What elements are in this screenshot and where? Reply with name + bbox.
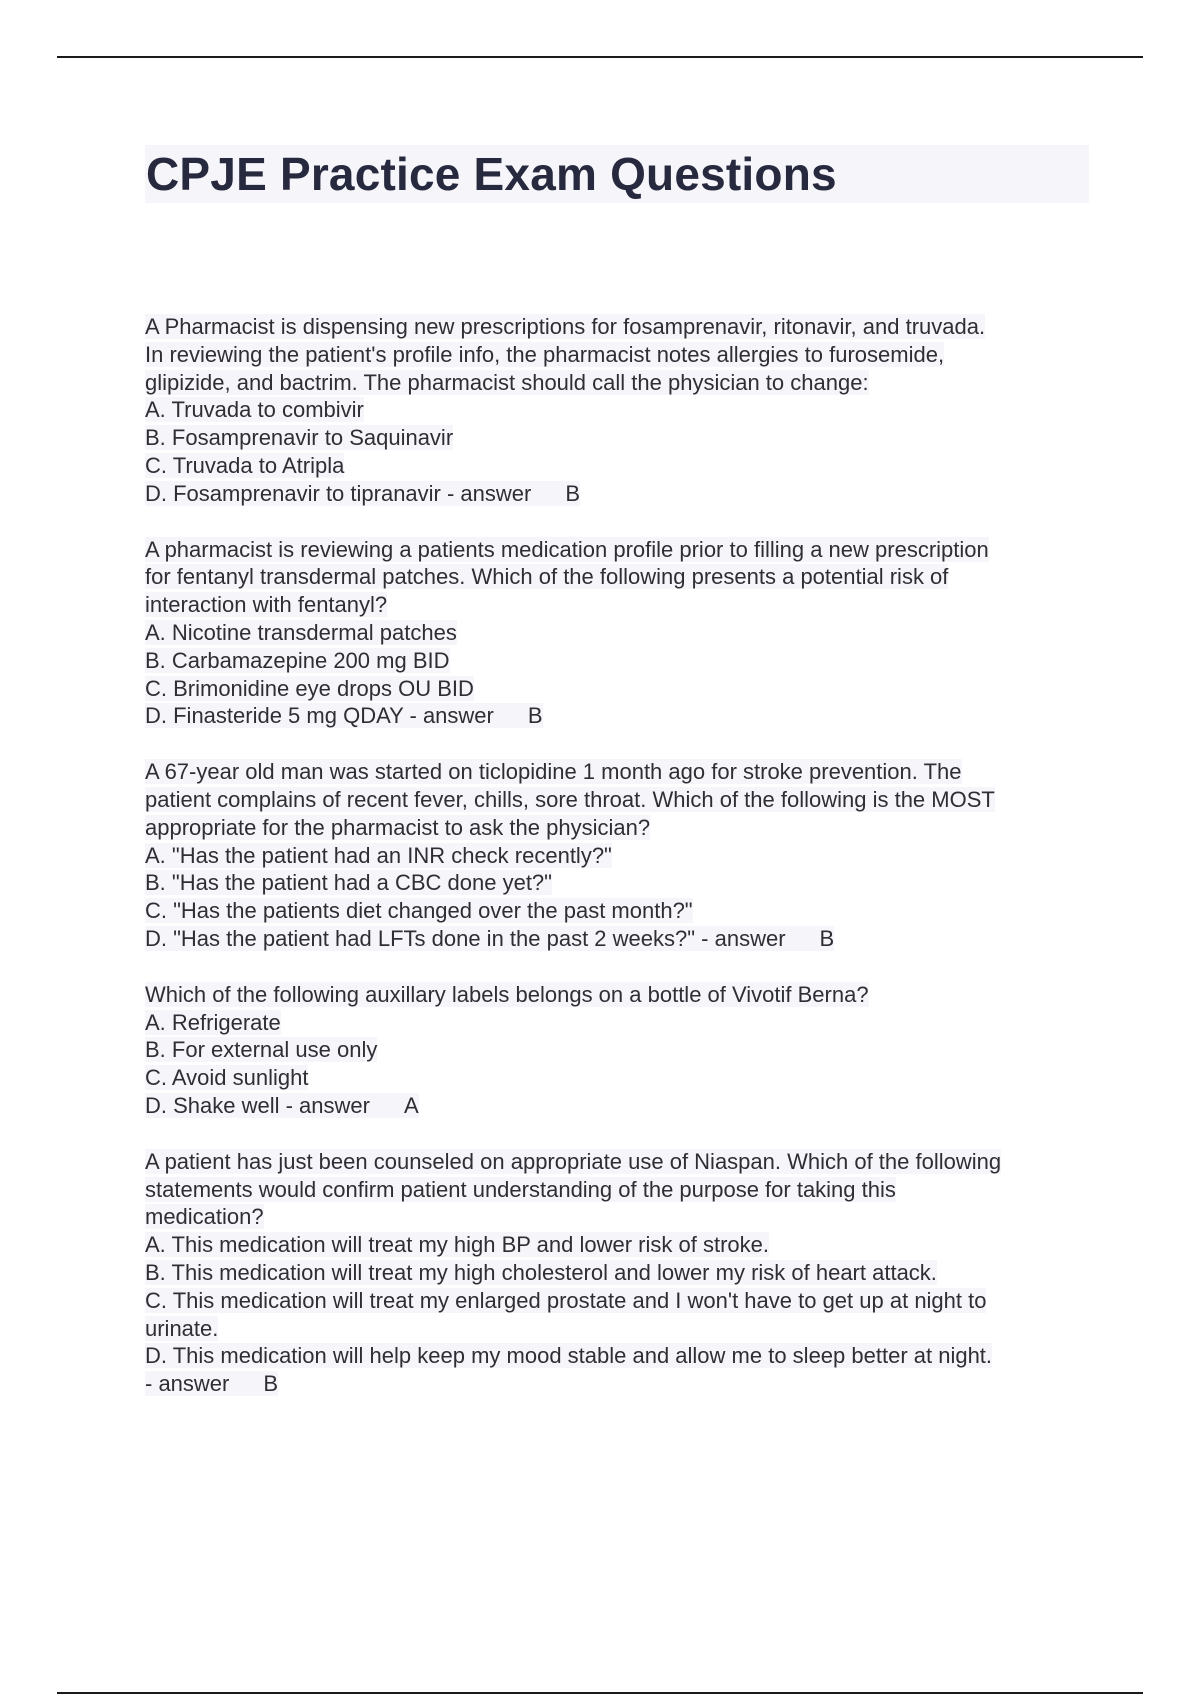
question-stem-line: medication?	[145, 1204, 264, 1230]
answer-option: C. Brimonidine eye drops OU BID	[145, 675, 474, 701]
answer-option-with-key	[145, 702, 1095, 730]
question-stem-line: A patient has just been counseled on appropriate use of Niaspan. Which of the following	[145, 1148, 1002, 1174]
answer-option: B. Fosamprenavir to Saquinavir	[145, 425, 454, 451]
answer-key: B	[819, 925, 835, 951]
question-stem-line: A 67-year old man was started on ticlopidine 1 month ago for stroke prevention. The	[145, 759, 962, 785]
answer-key: B	[263, 1371, 279, 1397]
answer-option-with-key	[145, 1092, 1095, 1120]
question-stem-line: A Pharmacist is dispensing new prescriptions for fosamprenavir, ritonavir, and truvada.	[145, 314, 986, 339]
answer-option: D. This medication will help keep my mood stable and allow me to sleep better at night.	[145, 1343, 993, 1369]
answer-option: A. Truvada to combivir	[145, 397, 364, 423]
page-title: CPJE Practice Exam Questions	[146, 148, 837, 200]
question-stem-line: A pharmacist is reviewing a patients medication profile prior to filling a new prescription	[145, 536, 989, 562]
question-stem-line: glipizide, and bactrim. The pharmacist should call the physician to change:	[145, 369, 869, 395]
answer-option: C. Truvada to Atripla	[145, 452, 345, 478]
question-1	[145, 313, 1095, 508]
question-stem-line: statements would confirm patient understanding of the purpose for taking this	[145, 1176, 896, 1202]
answer-option-text: D. "Has the patient had LFTs done in the past 2 weeks?" - answer	[145, 925, 786, 951]
answer-option: C. "Has the patients diet changed over the past month?"	[145, 898, 693, 924]
question-stem-line: patient complains of recent fever, chills, sore throat. Which of the following is the MOST	[145, 786, 995, 812]
answer-key: A	[403, 1092, 419, 1118]
answer-option-text: - answer	[145, 1371, 230, 1397]
answer-option-text: D. Fosamprenavir to tipranavir - answer	[145, 480, 532, 506]
question-stem-line: for fentanyl transdermal patches. Which of the following presents a potential risk of	[145, 564, 949, 590]
answer-option-text: D. Finasteride 5 mg QDAY - answer	[145, 703, 494, 729]
answer-option: B. Carbamazepine 200 mg BID	[145, 647, 450, 673]
answer-option: B. This medication will treat my high cholesterol and lower my risk of heart attack.	[145, 1259, 937, 1285]
answer-key: B	[565, 480, 581, 506]
question-stem-line: In reviewing the patient's profile info, the pharmacist notes allergies to furosemide,	[145, 341, 945, 367]
answer-option-with-key	[145, 925, 1095, 953]
answer-option-with-key	[145, 1370, 1095, 1398]
question-2	[145, 536, 1095, 731]
question-stem-line: interaction with fentanyl?	[145, 592, 388, 618]
answer-key: B	[527, 703, 543, 729]
answer-option: A. "Has the patient had an INR check recently?"	[145, 842, 612, 868]
question-stem-line: Which of the following auxillary labels belongs on a bottle of Vivotif Berna?	[145, 981, 869, 1007]
answer-option: A. Nicotine transdermal patches	[145, 619, 457, 645]
question-stem-line: appropriate for the pharmacist to ask the physician?	[145, 814, 651, 840]
answer-option: C. This medication will treat my enlarged prostate and I won't have to get up at night to	[145, 1287, 987, 1313]
answer-option: B. For external use only	[145, 1037, 378, 1063]
answer-option: C. Avoid sunlight	[145, 1065, 309, 1091]
answer-option-text: D. Shake well - answer	[145, 1092, 370, 1118]
answer-option-continuation: urinate.	[145, 1315, 219, 1341]
answer-option: B. "Has the patient had a CBC done yet?"	[145, 870, 552, 896]
answer-option: A. This medication will treat my high BP and lower risk of stroke.	[145, 1232, 769, 1258]
answer-option-with-key	[145, 480, 1095, 508]
bottom-rule	[57, 1692, 1143, 1694]
answer-option: A. Refrigerate	[145, 1009, 281, 1035]
question-5	[145, 1148, 1095, 1398]
question-4	[145, 981, 1095, 1120]
question-list	[145, 313, 1095, 1426]
top-rule	[57, 56, 1143, 58]
question-3	[145, 758, 1095, 953]
